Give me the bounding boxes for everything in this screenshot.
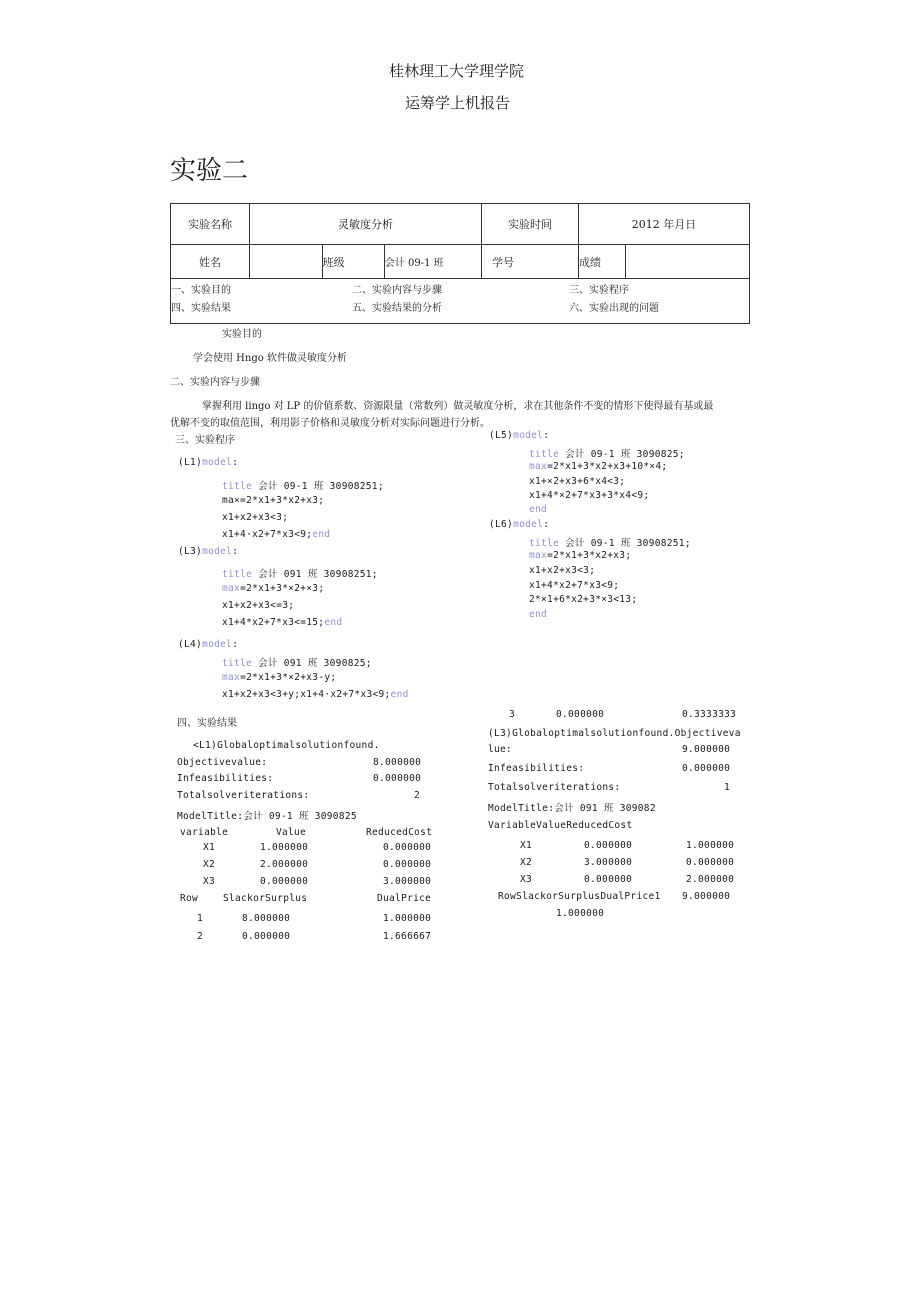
l6-line2: x1+x2+x3<3; [529,565,596,576]
student-value [250,245,323,279]
left-model-title: ModelTitle:会计 09-1 班 3090825 [177,811,357,822]
info-table [170,203,750,324]
school-title: 桂林理工大学理学院 [389,62,525,80]
left-inf-value: 0.000000 [373,773,422,784]
l6-line4: 2*×1+6*x2+3*×3<13; [529,594,638,605]
left-row-1-dual: 1.000000 [383,913,432,924]
left-var-x3-name: X3 [203,876,216,887]
l5-line1: max=2*x1+3*x2+x3+10*×4; [529,461,668,472]
left-row-2-slack: 0.000000 [242,931,291,942]
right-row-header-val: 9.000000 [682,891,731,902]
section-2: 二、实验内容与步骤 [352,285,442,296]
right-var-x1-cost: 1.000000 [686,840,735,851]
left-found: <L1)Globaloptimalsolutionfound. [193,740,380,751]
right-found-1: (L3)Globaloptimalsolutionfound.Objectiveva [488,728,741,739]
l6-header: (L6)model: [489,519,550,530]
left-iter-value: 2 [414,790,421,801]
l5-header: (L5)model: [489,430,550,441]
purpose-heading: 实验目的 [222,329,262,340]
section-5: 五、实验结果的分析 [352,303,442,314]
right-inf-label: Infeasibilities: [488,763,585,774]
l4-line1: max=2*x1+3*×2+x3-y; [222,672,337,683]
l6-line3: x1+4*x2+7*x3<9; [529,580,620,591]
left-iter-label: Totalsolveriterations: [177,790,310,801]
right-header: VariableValueReducedCost [488,820,633,831]
left-var-x3-cost: 3.000000 [383,876,432,887]
grade-label: 成绩 [579,245,626,279]
left-col-value: Value [276,827,307,838]
right-var-x3-value: 0.000000 [584,874,633,885]
student-label: 姓名 [171,245,250,279]
l5-line2: x1+×2+x3+6*x4<3; [529,476,626,487]
right-row-header: RowSlackorSurplusDualPrice1 [498,891,661,902]
left-col-dual: DualPrice [377,893,432,904]
left-inf-label: Infeasibilities: [177,773,274,784]
l3-title: title 会计 091 班 30908251; [222,569,378,580]
grade-value [626,245,750,279]
left-row-2-num: 2 [197,931,204,942]
left-obj-value: 8.000000 [373,757,422,768]
right-var-x1-value: 0.000000 [584,840,633,851]
right-var-x3-cost: 2.000000 [686,874,735,885]
l1-title: title 会计 09-1 班 30908251; [222,481,384,492]
l6-title: title 会计 09-1 班 30908251; [529,538,691,549]
right-var-x2-value: 3.000000 [584,857,633,868]
right-var-x1-name: X1 [520,840,533,851]
right-model-title: ModelTitle:会计 091 班 309082 [488,803,656,814]
name-value: 灵敏度分析 [250,204,482,245]
section-4: 四、实验结果 [171,303,231,314]
time-value: 2012 年月日 [579,204,750,245]
right-found-2: lue: [488,744,513,755]
l5-line3: x1+4*×2+7*x3+3*x4<9; [529,490,650,501]
time-label: 实验时间 [482,204,579,245]
l4-line2: x1+x2+x3<3+y;x1+4·x2+7*x3<9;end [222,689,409,700]
left-var-x3-value: 0.000000 [260,876,309,887]
l1-header: (L1)model: [178,457,239,468]
right-row-val: 1.000000 [556,908,605,919]
l6-line1: max=2*x1+3*x2+x3; [529,550,632,561]
left-col-slack: SlackorSurplus [223,893,308,904]
left-col-reduced: ReducedCost [366,827,433,838]
section-1: 一、实验目的 [171,285,231,296]
section-6: 六、实验出现的问题 [569,303,659,314]
right-top-slack: 0.000000 [556,709,605,720]
right-iter-value: 1 [724,782,731,793]
right-var-x3-name: X3 [520,874,533,885]
report-title: 运筹学上机报告 [405,94,511,112]
right-iter-label: Totalsolveriterations: [488,782,621,793]
l6-end: end [529,609,548,620]
left-col-row: Row [180,893,199,904]
experiment-title: 实验二 [170,156,249,186]
right-top-row: 3 [509,709,516,720]
left-col-variable: variable [180,827,229,838]
left-row-1-slack: 8.000000 [242,913,291,924]
content-text-1: 掌握利用 lingo 对 LP 的价值系数、资源限量（常数列）做灵敏度分析，求在其他条件不变的情形下使得最有基或最 [202,401,714,412]
l1-line2: x1+x2+x3<3; [222,512,289,523]
purpose-text: 学会使用 Hngo 软件做灵敏度分析 [193,353,347,364]
class-label: 班级 [322,245,384,279]
l3-line2: x1+x2+x3<=3; [222,600,295,611]
l5-title: title 会计 09-1 班 3090825; [529,449,685,460]
right-obj-value: 9.000000 [682,744,731,755]
l3-header: (L3)model: [178,546,239,557]
content-text-2: 优解不变的取值范围，利用影子价格和灵敏度分析对实际问题进行分析。 [170,418,490,429]
content-heading: 二、实验内容与步骤 [170,377,260,388]
name-label: 实验名称 [171,204,250,245]
l3-line3: x1+4*x2+7*x3<=15;end [222,617,343,628]
program-heading: 三、实验程序 [175,435,235,446]
left-var-x1-name: X1 [203,842,216,853]
l4-title: title 会计 091 班 3090825; [222,658,372,669]
right-var-x2-cost: 0.000000 [686,857,735,868]
right-top-dual: 0.3333333 [682,709,737,720]
left-row-1-num: 1 [197,913,204,924]
left-var-x2-name: X2 [203,859,216,870]
section-3: 三、实验程序 [569,285,629,296]
l1-line1: ma×=2*x1+3*x2+x3; [222,495,325,506]
l4-header: (L4)model: [178,639,239,650]
results-heading: 四、实验结果 [177,718,237,729]
l3-line1: max=2*x1+3*×2+×3; [222,583,325,594]
right-inf-value: 0.000000 [682,763,731,774]
left-row-2-dual: 1.666667 [383,931,432,942]
right-var-x2-name: X2 [520,857,533,868]
l1-line3: x1+4·x2+7*x3<9;end [222,529,331,540]
l5-end: end [529,504,548,515]
id-label: 学号 [482,245,579,279]
class-value: 会计 09-1 班 [384,245,481,279]
left-var-x1-value: 1.000000 [260,842,309,853]
left-obj-label: Objectivevalue: [177,757,268,768]
left-var-x2-cost: 0.000000 [383,859,432,870]
left-var-x2-value: 2.000000 [260,859,309,870]
left-var-x1-cost: 0.000000 [383,842,432,853]
